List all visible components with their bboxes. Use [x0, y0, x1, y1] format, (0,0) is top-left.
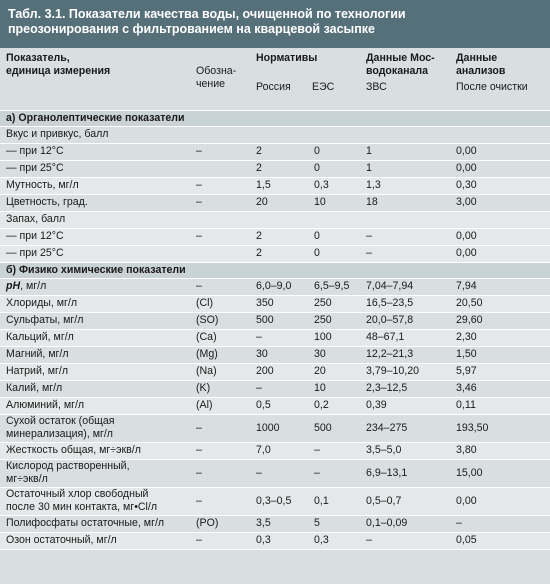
header-designation: Обозна- чение	[190, 48, 250, 110]
table-row	[0, 211, 550, 228]
russia-norm-cell: 2	[250, 228, 308, 245]
eec-norm-cell: 0	[308, 228, 360, 245]
result-cell: 193,50	[450, 414, 550, 442]
indicator-cell: Сульфаты, мг/л	[0, 312, 190, 329]
russia-norm-cell: 500	[250, 312, 308, 329]
empty-cell	[450, 211, 550, 228]
russia-norm-cell: 2	[250, 143, 308, 160]
result-cell: 0,30	[450, 177, 550, 194]
indicator-cell: Озон остаточный, мг/л	[0, 532, 190, 549]
designation-cell: –	[190, 194, 250, 211]
indicator-cell: Мутность, мг/л	[0, 177, 190, 194]
table-row	[0, 143, 550, 160]
mosvodokanal-cell: 0,39	[360, 397, 450, 414]
russia-norm-cell: 3,5	[250, 515, 308, 532]
indicator-cell	[0, 414, 190, 442]
russia-norm-cell: 20	[250, 194, 308, 211]
indicator-name: Сухой остаток (общая	[6, 415, 115, 427]
eec-norm-cell: 0,1	[308, 487, 360, 515]
russia-norm-cell: 7,0	[250, 442, 308, 459]
russia-norm-cell: 30	[250, 346, 308, 363]
result-cell: 0,00	[450, 228, 550, 245]
mosvodokanal-cell: 1	[360, 143, 450, 160]
result-cell: 0,05	[450, 532, 550, 549]
eec-norm-cell: 250	[308, 295, 360, 312]
indicator-cell: Алюминий, мг/л	[0, 397, 190, 414]
empty-cell	[308, 211, 360, 228]
mosvodokanal-cell: 3,5–5,0	[360, 442, 450, 459]
eec-norm-cell: 250	[308, 312, 360, 329]
indicator-name: pH	[6, 280, 21, 292]
russia-norm-cell: –	[250, 459, 308, 487]
table-row	[0, 487, 550, 515]
result-cell: 20,50	[450, 295, 550, 312]
designation-cell: –	[190, 459, 250, 487]
empty-cell	[308, 126, 360, 143]
result-cell: 3,46	[450, 380, 550, 397]
mosvodokanal-cell: –	[360, 228, 450, 245]
table-row	[0, 397, 550, 414]
indicator-name: Кислород растворенный,	[6, 460, 130, 472]
header-eec: ЕЭС	[312, 81, 335, 93]
designation-cell: (Cl)	[190, 295, 250, 312]
designation-cell: –	[190, 143, 250, 160]
indicator-cell: Магний, мг/л	[0, 346, 190, 363]
table-row	[0, 194, 550, 211]
eec-norm-cell: 0,3	[308, 177, 360, 194]
eec-norm-cell: 10	[308, 380, 360, 397]
empty-cell	[360, 211, 450, 228]
designation-cell: (Na)	[190, 363, 250, 380]
table-row	[0, 515, 550, 532]
result-cell: 0,00	[450, 245, 550, 262]
table-row	[0, 442, 550, 459]
empty-cell	[360, 126, 450, 143]
section-label: б) Физико химические показатели	[0, 262, 550, 278]
empty-cell	[250, 126, 308, 143]
russia-norm-cell: 2	[250, 160, 308, 177]
eec-norm-cell: 6,5–9,5	[308, 278, 360, 295]
empty-cell	[450, 126, 550, 143]
table-row	[0, 160, 550, 177]
table-row	[0, 126, 550, 143]
indicator-cell: Натрий, мг/л	[0, 363, 190, 380]
table-row	[0, 532, 550, 549]
empty-cell	[190, 126, 250, 143]
header-row	[0, 48, 550, 110]
title-line-2: преозонирования с фильтрованием на кварцевой засыпке	[8, 22, 375, 36]
designation-cell: –	[190, 414, 250, 442]
table-title	[0, 0, 550, 48]
result-cell: 0,11	[450, 397, 550, 414]
mosvodokanal-cell: 0,5–0,7	[360, 487, 450, 515]
mosvodokanal-cell: 18	[360, 194, 450, 211]
russia-norm-cell: 0,5	[250, 397, 308, 414]
eec-norm-cell: 0,2	[308, 397, 360, 414]
eec-norm-cell: 0	[308, 143, 360, 160]
eec-norm-cell: 30	[308, 346, 360, 363]
designation-cell: –	[190, 228, 250, 245]
designation-cell: (K)	[190, 380, 250, 397]
indicator-cell: — при 12°С	[0, 228, 190, 245]
designation-cell: (Mg)	[190, 346, 250, 363]
table-row	[0, 459, 550, 487]
indicator-name: Остаточный хлор свободный	[6, 488, 149, 500]
designation-cell	[190, 160, 250, 177]
table-row	[0, 346, 550, 363]
eec-norm-cell: –	[308, 459, 360, 487]
russia-norm-cell: 6,0–9,0	[250, 278, 308, 295]
eec-norm-cell: 10	[308, 194, 360, 211]
mosvodokanal-cell: 3,79–10,20	[360, 363, 450, 380]
result-cell: 0,00	[450, 160, 550, 177]
mosvodokanal-cell: 12,2–21,3	[360, 346, 450, 363]
indicator-cell	[0, 459, 190, 487]
result-cell: 1,50	[450, 346, 550, 363]
empty-cell	[190, 211, 250, 228]
eec-norm-cell: 20	[308, 363, 360, 380]
table-row	[0, 329, 550, 346]
eec-norm-cell: 500	[308, 414, 360, 442]
mosvodokanal-cell: 2,3–12,5	[360, 380, 450, 397]
mosvodokanal-cell: 234–275	[360, 414, 450, 442]
section-row	[0, 262, 550, 278]
mosvodokanal-cell: 16,5–23,5	[360, 295, 450, 312]
indicator-cell: Калий, мг/л	[0, 380, 190, 397]
result-cell: 7,94	[450, 278, 550, 295]
eec-norm-cell: 0,3	[308, 532, 360, 549]
header-russia: Россия	[256, 81, 291, 93]
mosvodokanal-cell: 0,1–0,09	[360, 515, 450, 532]
header-after: После очистки	[456, 81, 528, 93]
indicator-unit: , мг/л	[20, 280, 47, 292]
mosvodokanal-cell: –	[360, 245, 450, 262]
designation-cell: –	[190, 278, 250, 295]
table-row	[0, 228, 550, 245]
designation-cell: (Ca)	[190, 329, 250, 346]
mosvodokanal-cell: 6,9–13,1	[360, 459, 450, 487]
eec-norm-cell: 0	[308, 160, 360, 177]
indicator-cell: Вкус и привкус, балл	[0, 126, 190, 143]
russia-norm-cell: 0,3–0,5	[250, 487, 308, 515]
designation-cell: –	[190, 177, 250, 194]
indicator-cell: Цветность, град.	[0, 194, 190, 211]
mosvodokanal-cell: –	[360, 532, 450, 549]
designation-cell: –	[190, 532, 250, 549]
russia-norm-cell: 200	[250, 363, 308, 380]
eec-norm-cell: 0	[308, 245, 360, 262]
indicator-name-cont: минерализация), мг/л	[6, 428, 113, 440]
result-cell: –	[450, 515, 550, 532]
indicator-cell: — при 25°С	[0, 160, 190, 177]
result-cell: 5,97	[450, 363, 550, 380]
result-cell: 0,00	[450, 143, 550, 160]
title-line-1: Табл. 3.1. Показатели качества воды, очищенной по технологии	[8, 7, 406, 21]
eec-norm-cell: 5	[308, 515, 360, 532]
header-norms: Нормативы Россия ЕЭС	[250, 48, 360, 110]
result-cell: 29,60	[450, 312, 550, 329]
eec-norm-cell: 100	[308, 329, 360, 346]
mosvodokanal-cell: 20,0–57,8	[360, 312, 450, 329]
eec-norm-cell: –	[308, 442, 360, 459]
mosvodokanal-cell: 48–67,1	[360, 329, 450, 346]
russia-norm-cell: –	[250, 380, 308, 397]
table-row	[0, 177, 550, 194]
water-quality-table	[0, 48, 550, 550]
table-row	[0, 312, 550, 329]
table-row	[0, 295, 550, 312]
table-row	[0, 278, 550, 295]
russia-norm-cell: 2	[250, 245, 308, 262]
indicator-cell	[0, 278, 190, 295]
indicator-cell: — при 25°С	[0, 245, 190, 262]
header-indicator: Показатель, единица измерения	[0, 48, 190, 110]
designation-cell: (Al)	[190, 397, 250, 414]
section-label: а) Органолептические показатели	[0, 110, 550, 126]
table-row	[0, 380, 550, 397]
russia-norm-cell: 0,3	[250, 532, 308, 549]
indicator-cell: Жесткость общая, мг÷экв/л	[0, 442, 190, 459]
table-row	[0, 363, 550, 380]
indicator-cell: Запах, балл	[0, 211, 190, 228]
russia-norm-cell: 1,5	[250, 177, 308, 194]
header-analysis: Данные анализов После очистки	[450, 48, 550, 110]
indicator-cell	[0, 487, 190, 515]
designation-cell: –	[190, 442, 250, 459]
header-zvs: ЗВС	[366, 81, 387, 93]
designation-cell: (PO)	[190, 515, 250, 532]
result-cell: 15,00	[450, 459, 550, 487]
mosvodokanal-cell: 1	[360, 160, 450, 177]
empty-cell	[250, 211, 308, 228]
designation-cell: (SO)	[190, 312, 250, 329]
russia-norm-cell: 350	[250, 295, 308, 312]
result-cell: 0,00	[450, 487, 550, 515]
indicator-cell: — при 12°С	[0, 143, 190, 160]
header-mosvodokanal: Данные Мос- водоканала ЗВС	[360, 48, 450, 110]
indicator-name-cont: после 30 мин контакта, мг•Cl/л	[6, 501, 158, 513]
designation-cell	[190, 245, 250, 262]
indicator-cell: Хлориды, мг/л	[0, 295, 190, 312]
table-row	[0, 245, 550, 262]
section-row	[0, 110, 550, 126]
mosvodokanal-cell: 1,3	[360, 177, 450, 194]
designation-cell: –	[190, 487, 250, 515]
result-cell: 3,00	[450, 194, 550, 211]
indicator-cell: Полифосфаты остаточные, мг/л	[0, 515, 190, 532]
table-row	[0, 414, 550, 442]
result-cell: 2,30	[450, 329, 550, 346]
russia-norm-cell: 1000	[250, 414, 308, 442]
mosvodokanal-cell: 7,04–7,94	[360, 278, 450, 295]
indicator-cell: Кальций, мг/л	[0, 329, 190, 346]
result-cell: 3,80	[450, 442, 550, 459]
russia-norm-cell: –	[250, 329, 308, 346]
indicator-name-cont: мг÷экв/л	[6, 473, 48, 485]
